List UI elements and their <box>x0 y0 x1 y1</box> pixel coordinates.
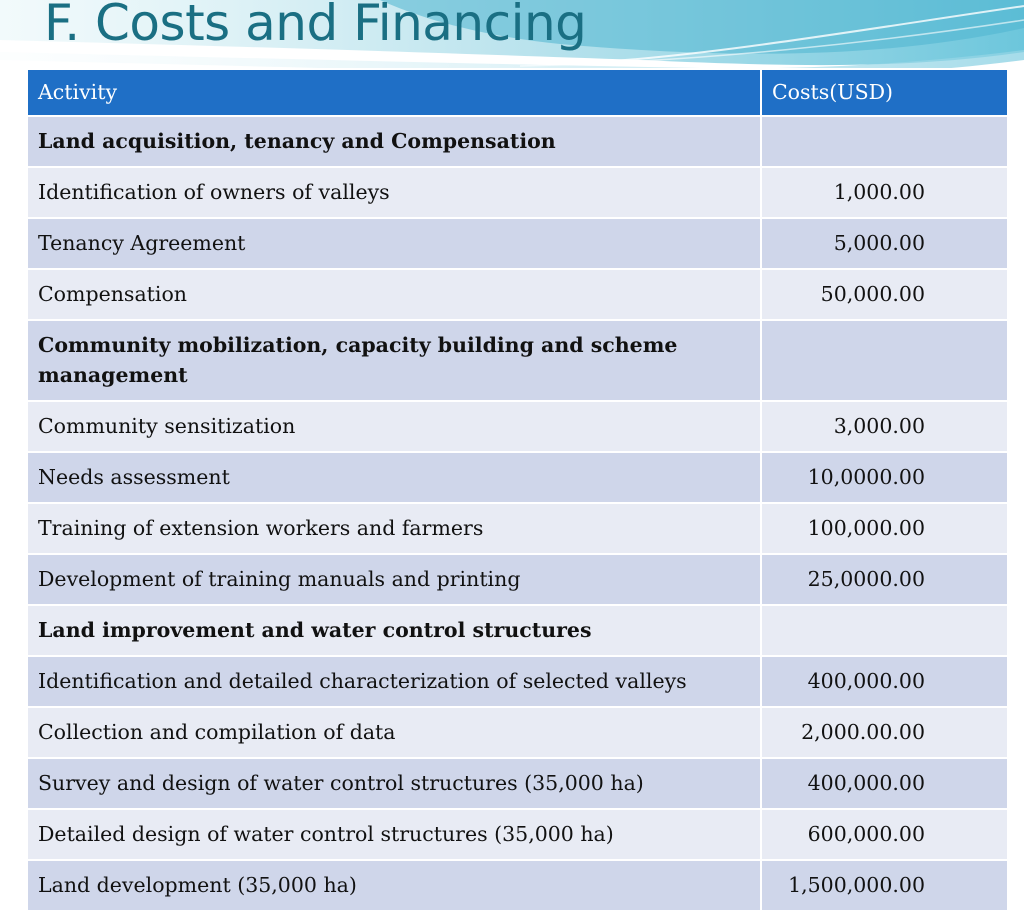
row-activity: Community sensitization <box>27 401 761 452</box>
table-row <box>27 554 1008 605</box>
row-cost: 1,000.00 <box>761 167 1008 218</box>
row-activity: Identification and detailed characterization of selected valleys <box>27 656 761 707</box>
row-cost: 100,000.00 <box>761 503 1008 554</box>
table-row <box>27 503 1008 554</box>
row-activity: Development of training manuals and printing <box>27 554 761 605</box>
table-row <box>27 269 1008 320</box>
table-row <box>27 656 1008 707</box>
row-cost: 2,000.00.00 <box>761 707 1008 758</box>
table-row <box>27 218 1008 269</box>
row-cost: 5,000.00 <box>761 218 1008 269</box>
table-row <box>27 758 1008 809</box>
row-activity: Identification of owners of valleys <box>27 167 761 218</box>
row-cost: 3,000.00 <box>761 401 1008 452</box>
row-activity: Collection and compilation of data <box>27 707 761 758</box>
row-cost: 25,0000.00 <box>761 554 1008 605</box>
table-row <box>27 860 1008 911</box>
slide-title: F. Costs and Financing <box>44 0 587 52</box>
row-cost: 50,000.00 <box>761 269 1008 320</box>
row-activity: Land improvement and water control structures <box>27 605 761 656</box>
row-cost <box>761 605 1008 656</box>
row-cost: 10,0000.00 <box>761 452 1008 503</box>
row-cost: 400,000.00 <box>761 758 1008 809</box>
row-cost: 400,000.00 <box>761 656 1008 707</box>
row-cost: 1,500,000.00 <box>761 860 1008 911</box>
row-activity: Land acquisition, tenancy and Compensation <box>27 116 761 167</box>
row-cost <box>761 320 1008 401</box>
row-activity: Tenancy Agreement <box>27 218 761 269</box>
row-activity: Needs assessment <box>27 452 761 503</box>
cost-table <box>26 68 1009 912</box>
table-row <box>27 605 1008 656</box>
table-row <box>27 452 1008 503</box>
column-header-costs: Costs(USD) <box>761 69 1008 116</box>
table-header-row <box>27 69 1008 116</box>
cost-table-container <box>26 68 1007 912</box>
row-activity: Land development (35,000 ha) <box>27 860 761 911</box>
table-row <box>27 707 1008 758</box>
table-row <box>27 167 1008 218</box>
row-activity: Survey and design of water control structures (35,000 ha) <box>27 758 761 809</box>
table-row <box>27 401 1008 452</box>
table-row <box>27 320 1008 401</box>
table-row <box>27 809 1008 860</box>
row-activity: Community mobilization, capacity building and scheme management <box>27 320 761 401</box>
table-row <box>27 116 1008 167</box>
row-activity: Detailed design of water control structures (35,000 ha) <box>27 809 761 860</box>
row-cost: 600,000.00 <box>761 809 1008 860</box>
row-cost <box>761 116 1008 167</box>
row-activity: Compensation <box>27 269 761 320</box>
row-activity: Training of extension workers and farmers <box>27 503 761 554</box>
column-header-activity: Activity <box>27 69 761 116</box>
